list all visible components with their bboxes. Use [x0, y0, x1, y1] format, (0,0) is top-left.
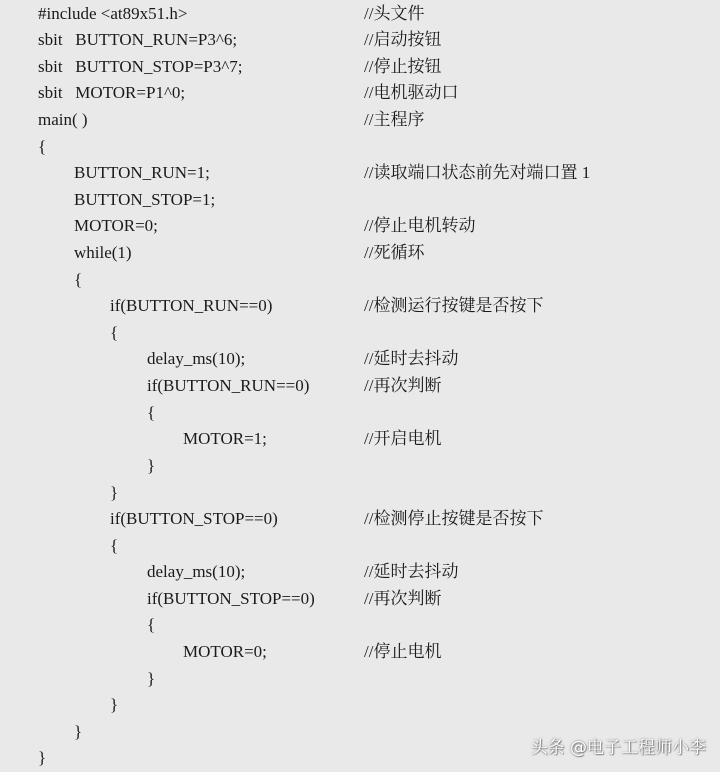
code-text: if(BUTTON_RUN==0) — [147, 376, 310, 395]
code-text: } — [147, 669, 156, 688]
code-text: if(BUTTON_STOP==0) — [147, 589, 315, 608]
code-comment: //主程序 — [364, 110, 425, 129]
code-text: sbit BUTTON_RUN=P3^6; — [38, 30, 238, 49]
code-text: sbit BUTTON_STOP=P3^7; — [38, 57, 243, 76]
code-line — [0, 80, 720, 106]
code-text: while(1) — [74, 243, 132, 262]
code-text: } — [110, 695, 119, 714]
code-text: { — [110, 323, 119, 342]
code-line — [0, 240, 720, 266]
code-line — [0, 187, 720, 213]
code-text: BUTTON_RUN=1; — [74, 163, 210, 182]
code-line — [0, 400, 720, 426]
code-text: main( ) — [38, 110, 88, 129]
code-text: BUTTON_STOP=1; — [74, 190, 216, 209]
code-comment: //延时去抖动 — [364, 562, 459, 581]
code-text: MOTOR=0; — [74, 216, 158, 235]
code-comment: //启动按钮 — [364, 30, 442, 49]
code-line — [0, 612, 720, 638]
code-line — [0, 213, 720, 239]
code-line — [0, 586, 720, 612]
code-comment: //再次判断 — [364, 376, 442, 395]
code-line — [0, 54, 720, 80]
code-comment: //读取端口状态前先对端口置 1 — [364, 163, 591, 182]
code-comment: //头文件 — [364, 4, 425, 23]
code-line — [0, 293, 720, 319]
code-line — [0, 666, 720, 692]
code-text: if(BUTTON_RUN==0) — [110, 296, 273, 315]
code-comment: //停止电机转动 — [364, 216, 476, 235]
code-line — [0, 27, 720, 53]
code-text: { — [74, 270, 83, 289]
code-comment: //死循环 — [364, 243, 425, 262]
code-line — [0, 639, 720, 665]
code-line — [0, 320, 720, 346]
code-line — [0, 346, 720, 372]
code-line — [0, 1, 720, 27]
code-line — [0, 267, 720, 293]
code-text: { — [147, 403, 156, 422]
code-text: sbit MOTOR=P1^0; — [38, 83, 186, 102]
code-line — [0, 533, 720, 559]
code-text: } — [147, 456, 156, 475]
code-text: MOTOR=0; — [183, 642, 267, 661]
code-comment: //延时去抖动 — [364, 349, 459, 368]
code-line — [0, 692, 720, 718]
code-text: } — [74, 722, 83, 741]
code-comment: //检测运行按键是否按下 — [364, 296, 544, 315]
code-text: MOTOR=1; — [183, 429, 267, 448]
code-text: } — [110, 483, 119, 502]
code-comment: //再次判断 — [364, 589, 442, 608]
code-text: delay_ms(10); — [147, 349, 246, 368]
code-line — [0, 453, 720, 479]
code-line — [0, 559, 720, 585]
code-comment: //停止按钮 — [364, 57, 442, 76]
code-text: #include <at89x51.h> — [38, 4, 188, 23]
code-comment: //开启电机 — [364, 429, 442, 448]
code-line — [0, 160, 720, 186]
code-comment: //停止电机 — [364, 642, 442, 661]
code-text: delay_ms(10); — [147, 562, 246, 581]
code-line — [0, 426, 720, 452]
code-line — [0, 134, 720, 160]
code-text: { — [110, 536, 119, 555]
code-line — [0, 480, 720, 506]
code-line — [0, 107, 720, 133]
code-line — [0, 373, 720, 399]
code-text: } — [38, 748, 47, 767]
code-comment: //检测停止按键是否按下 — [364, 509, 544, 528]
code-line — [0, 506, 720, 532]
code-comment: //电机驱动口 — [364, 83, 459, 102]
watermark: 头条 @电子工程师小李 — [530, 738, 706, 758]
code-text: { — [147, 615, 156, 634]
code-text: if(BUTTON_STOP==0) — [110, 509, 278, 528]
code-text: { — [38, 137, 47, 156]
